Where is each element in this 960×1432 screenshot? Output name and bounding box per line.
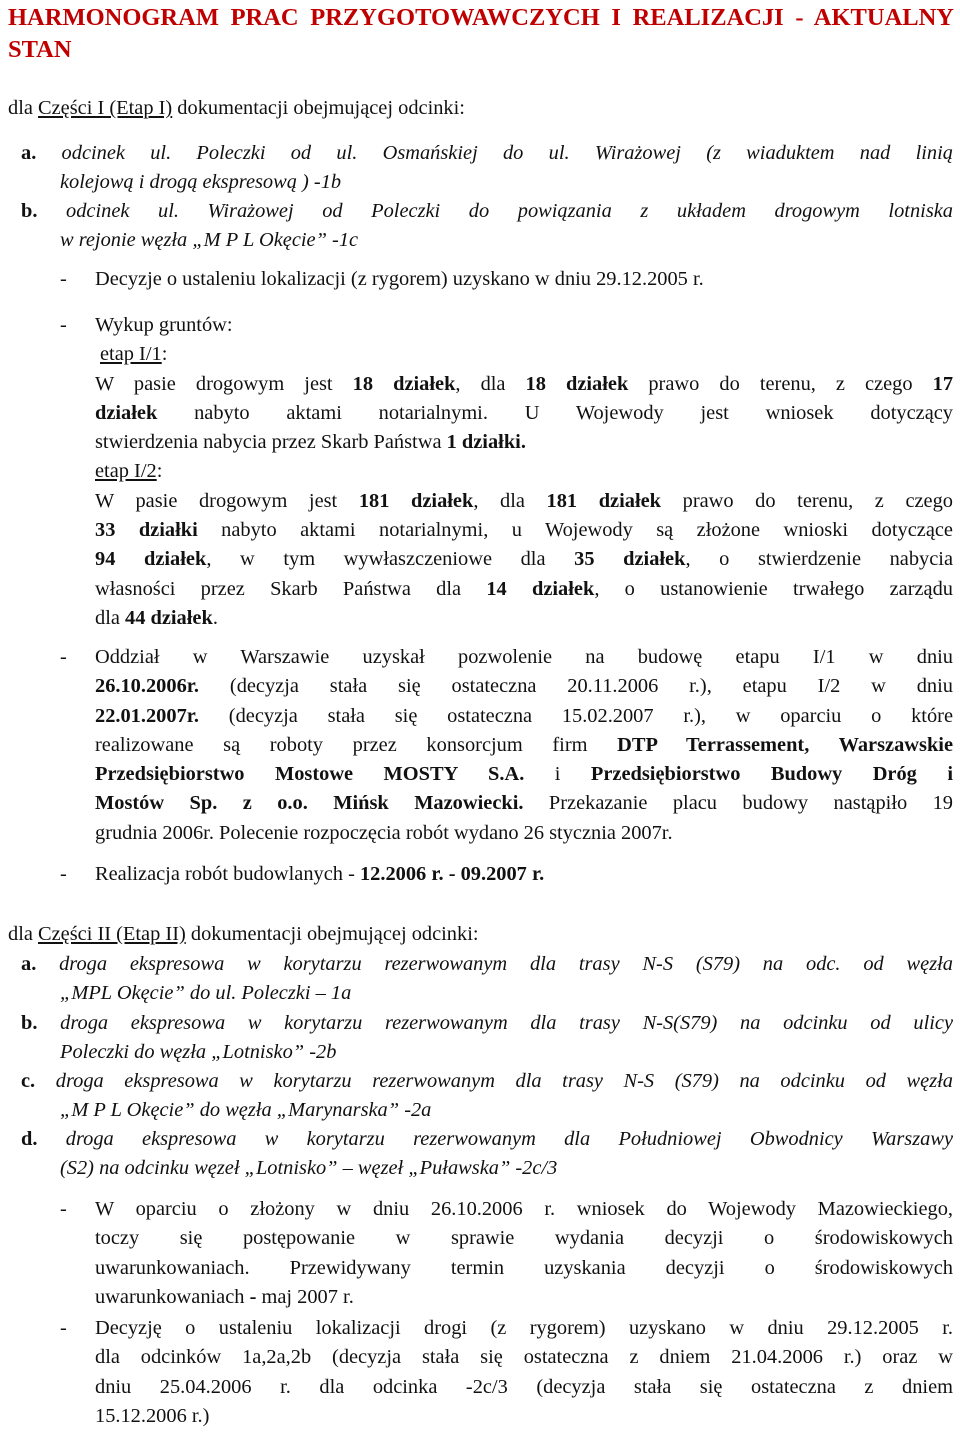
section-1-item-a: a. odcinek ul. Poleczki od ul. Osmańskiej do ul. Wirażowej (z wiaduktem nad linią kolejową i drogą ekspresową ) -1b	[21, 142, 953, 193]
section-2-item-b: b. droga ekspresowa w korytarzu rezerwowanym dla trasy N-S(S79) na odcinku od ulicy Poleczki do węzła „Lotnisko” -2b	[21, 1012, 953, 1063]
stage-1-2-line-1: W pasie drogowym jest 181 działek, dla 181 działek prawo do terenu, z czego	[95, 489, 953, 512]
section-2-item-c: c. droga ekspresowa w korytarzu rezerwowanym dla trasy N-S (S79) na odcinku od węzła „M P L Okęcie” do węzła „Marynarska” -2a	[21, 1070, 953, 1121]
stage-1-1-line-3: stwierdzenia nabycia przez Skarb Państwa 1 działki.	[95, 431, 526, 454]
land-purchase-heading: Wykup gruntów:	[95, 314, 233, 336]
section-2-item-d: d. droga ekspresowa w korytarzu rezerwowanym dla Południowej Obwodnicy Warszawy (S2) na odcinku węzeł „Lotnisko” – węzeł „Puławska” -2c/3	[21, 1128, 953, 1179]
document-title: HARMONOGRAM PRAC PRZYGOTOWAWCZYCH I REALIZACJI - AKTUALNY STAN	[8, 4, 954, 63]
land-purchase-entry: - Wykup gruntów: etap I/1: W pasie drogowym jest 18 działek, dla 18 działek prawo do terenu, z czego 17 działek nabyto aktami notarialnymi. U Wojewody jest wniosek dotyczący stwierdzenia nabycia przez Skarb Państwa 1 działki. etap I/2: W pasie drogowym jest 181 działek, dla 181 działek prawo do terenu, z czego 33 działki nabyto aktami notarialnymi, u Wojewody są złożone wnioski dotyczące 94 działek, w tym wywłaszczeniowe dla 35 działek, o stwierdzenie nabycia własności przez Skarb Państwa dla 14 działek, o ustanowienie trwałego zarządu dla 44 działek.	[60, 311, 953, 633]
stage-1-1-label: etap I/1:	[100, 343, 168, 366]
stage-1-2-label: etap I/2:	[95, 460, 163, 483]
section-2-item-a: a. droga ekspresowa w korytarzu rezerwowanym dla trasy N-S (S79) na odc. od węzła „MPL Okęcie” do ul. Poleczki – 1a	[21, 953, 953, 1004]
construction-schedule-entry: - Realizacja robót budowlanych - 12.2006 r. - 09.2007 r.	[60, 863, 545, 885]
road-location-decision-entry: - Decyzję o ustaleniu lokalizacji drogi (z rygorem) uzyskano w dniu 29.12.2005 r. dla odcinków 1a,2a,2b (decyzja stała się ostateczna z dniem 21.04.2006 r.) oraz w dniu 25.04.2006 r. dla odcinka -2c/3 (decyzja stała się ostateczna z dniem 15.12.2006 r.)	[60, 1317, 953, 1427]
section-2-heading-label: Części II (Etap II)	[38, 923, 186, 945]
stage-1-2-line-3: 94 działek, w tym wywłaszczeniowe dla 35 działek, o stwierdzenie nabycia	[95, 548, 954, 571]
location-decision-entry: - Decyzje o ustaleniu lokalizacji (z rygorem) uzyskano w dniu 29.12.2005 r.	[60, 268, 704, 290]
section-1-heading-label: Części I (Etap I)	[38, 97, 173, 119]
section-1-heading: dla Części I (Etap I) dokumentacji obejmującej odcinki:	[8, 97, 465, 119]
stage-1-2-line-2: 33 działki nabyto aktami notarialnymi, u Wojewody są złożone wnioski dotyczące	[95, 519, 953, 542]
stage-1-2-line-4: własności przez Skarb Państwa dla 14 działek, o ustanowienie trwałego zarządu	[95, 577, 953, 600]
stage-1-1-line-1: W pasie drogowym jest 18 działek, dla 18 działek prawo do terenu, z czego 17	[95, 372, 954, 395]
section-1-item-b: b. odcinek ul. Wirażowej od Poleczki do powiązania z układem drogowym lotniska w rejonie węzła „M P L Okęcie” -1c	[21, 200, 953, 251]
environmental-application-entry: - W oparciu o złożony w dniu 26.10.2006 r. wniosek do Wojewody Mazowieckiego, toczy się postępowanie w sprawie wydania decyzji o środowiskowych uwarunkowaniach. Przewidywany termin uzyskania decyzji o środowiskowych uwarunkowaniach - maj 2007 r.	[60, 1198, 953, 1308]
building-permit-entry: - Oddział w Warszawie uzyskał pozwolenie na budowę etapu I/1 w dniu 26.10.2006r. (decyzja stała się ostateczna 20.11.2006 r.), etapu I/2 w dniu 22.01.2007r. (decyzja stała się ostateczna 15.02.2007 r.), w oparciu o które realizowane są roboty przez konsorcjum firm DTP Terrassement, Warszawskie Przedsiębiorstwo Mostowe MOSTY S.A. i Przedsiębiorstwo Budowy Dróg i Mostów Sp. z o.o. Mińsk Mazowiecki. Przekazanie placu budowy nastąpiło 19 grudnia 2006r. Polecenie rozpoczęcia robót wydano 26 stycznia 2007r.	[60, 646, 954, 844]
section-2-heading: dla Części II (Etap II) dokumentacji obejmującej odcinki:	[8, 923, 479, 945]
stage-1-1-line-2: działek nabyto aktami notarialnymi. U Wojewody jest wniosek dotyczący	[95, 401, 953, 424]
stage-1-2-line-5: dla 44 działek.	[95, 606, 218, 629]
